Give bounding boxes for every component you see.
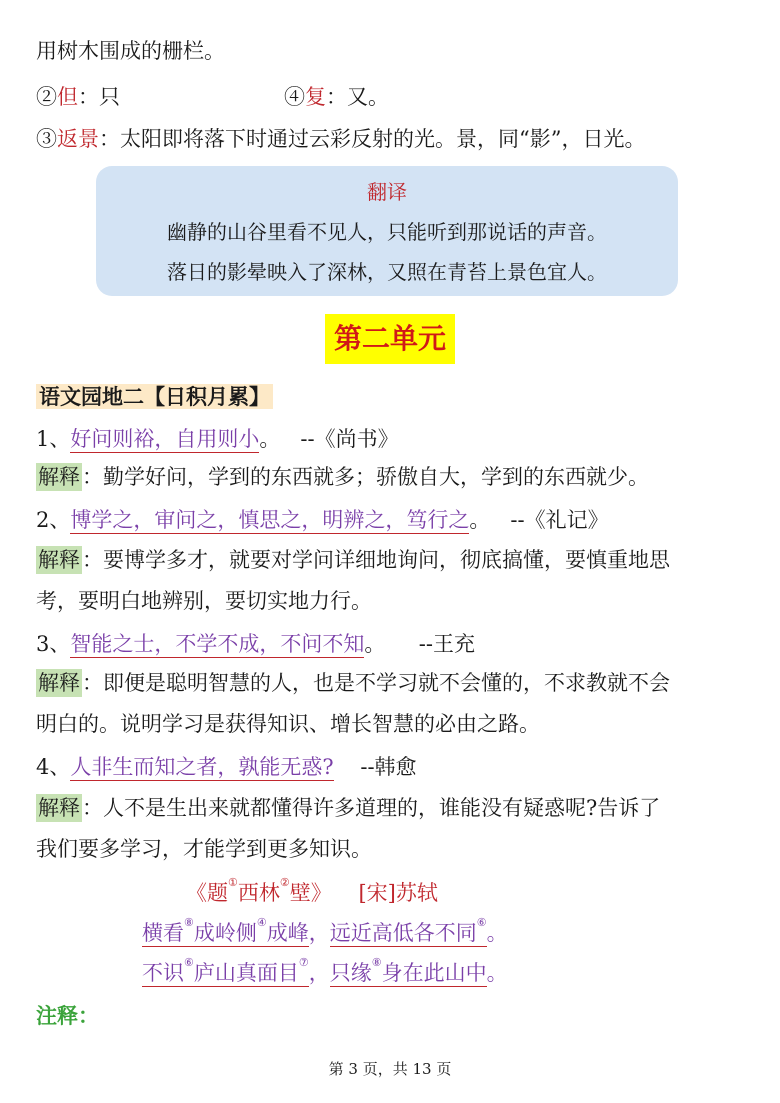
explanation-label: 解释 [38, 465, 80, 489]
item-number: 3、 [36, 632, 71, 656]
note-3-mark: ③ [36, 127, 57, 151]
note-2-term: 但 [57, 85, 78, 109]
poem-punct: 。 [486, 961, 508, 985]
item-end: 。 [259, 427, 281, 451]
unit-title: 第二单元 [325, 314, 455, 364]
continuation-text: 用树木围成的栅栏。 [36, 39, 225, 63]
item-source: --韩愈 [360, 755, 417, 779]
poem-line-2 [142, 958, 508, 988]
section-title-row [36, 382, 273, 412]
poem-title-open: 《题 [186, 881, 228, 905]
item-2-explanation-cont: 考，要明白地辨别，要切实地力行。 [36, 589, 372, 613]
item-1-quote-line [36, 424, 399, 454]
item-3-explanation-cont: 明白的。说明学习是获得知识、增长智慧的必由之路。 [36, 712, 540, 736]
explanation-text: ：人不是生出来就都懂得许多道理的，谁能没有疑惑呢?告诉了 [82, 796, 661, 820]
explanation-label: 解释 [38, 796, 80, 820]
note-3-term: 返景 [57, 127, 99, 151]
item-1-explanation [36, 462, 649, 492]
explanation-text: ：勤学好问，学到的东西就多；骄傲自大，学到的东西就少。 [82, 465, 649, 489]
note-ref: ② [279, 876, 290, 889]
poem-text: 只缘 [329, 961, 372, 985]
poem-text: 横看 [142, 921, 184, 945]
poem-text: 不识 [142, 961, 184, 985]
poem-text: 庐山真面目 [193, 961, 299, 985]
explanation-text: ：即便是聪明智慧的人，也是不学习就不会懂的，不求教就不会 [82, 671, 670, 695]
translation-line-1: 幽静的山谷里看不见人，只能听到那说话的声音。 [167, 220, 607, 244]
section-title: 语文园地二【日积月累】 [36, 384, 273, 409]
item-source: --《尚书》 [300, 427, 399, 451]
item-4-explanation-cont: 我们要多学习，才能学到更多知识。 [36, 837, 372, 861]
explanation-label: 解释 [38, 671, 80, 695]
poem-text: 身在此山中 [381, 961, 487, 985]
poem-line-1 [142, 918, 508, 948]
item-quote: 智能之士，不学不成，不问不知 [70, 632, 365, 656]
notes-label: 注释： [36, 1003, 99, 1028]
note-2-def: ：只 [78, 85, 120, 109]
item-2-quote-line [36, 505, 609, 535]
note-ref: ⑥ [476, 916, 487, 929]
item-source: --《礼记》 [510, 508, 609, 532]
note-4-def: ：又。 [326, 85, 389, 109]
page-footer: 第 3 页，共 13 页 [328, 1060, 452, 1078]
item-quote: 博学之，审问之，慎思之，明辨之，笃行之 [70, 508, 470, 532]
item-number: 2、 [36, 508, 71, 532]
note-4-term: 复 [305, 85, 326, 109]
item-quote: 好问则裕，自用则小 [70, 427, 260, 451]
poem-text: 远近高低各不同 [329, 921, 477, 945]
explanation-label: 解释 [38, 548, 80, 572]
item-2-explanation [36, 545, 670, 575]
item-end: 。 [364, 632, 386, 656]
translation-box [96, 166, 678, 296]
item-3-explanation [36, 668, 670, 698]
poem-author: [宋]苏轼 [358, 881, 438, 905]
item-4-explanation [36, 793, 660, 823]
note-4 [284, 82, 389, 112]
poem-punct: ， [308, 961, 330, 985]
note-2 [36, 82, 120, 112]
explanation-text: ：要博学多才，就要对学问详细地询问，彻底搞懂，要慎重地思 [82, 548, 670, 572]
item-4-quote-line [36, 752, 417, 782]
item-end: 。 [469, 508, 491, 532]
note-3 [36, 124, 645, 154]
note-ref: ⑥ [184, 956, 194, 969]
item-source: --王充 [418, 632, 475, 656]
poem-title-close: 壁》 [289, 881, 332, 905]
note-3-def: ：太阳即将落下时通过云彩反射的光。景，同“影”，日光。 [99, 127, 646, 151]
item-quote: 人非生而知之者，孰能无惑? [70, 755, 334, 779]
translation-line-2: 落日的影晕映入了深林，又照在青苔上景色宜人。 [167, 260, 607, 284]
poem-title [186, 878, 438, 908]
poem-text: 成岭侧 [193, 921, 257, 945]
note-2-mark: ② [36, 85, 57, 109]
note-4-mark: ④ [284, 85, 305, 109]
poem-punct: 。 [486, 921, 508, 945]
note-ref: ⑧ [184, 916, 194, 929]
poem-text: 成峰 [266, 921, 309, 945]
poem-title-word: 西林 [237, 881, 280, 905]
poem-punct: ， [308, 921, 330, 945]
note-ref: ④ [256, 916, 267, 929]
item-number: 4、 [36, 755, 71, 779]
note-ref: ⑦ [298, 956, 309, 969]
item-number: 1、 [36, 427, 71, 451]
translation-title: 翻译 [367, 180, 407, 204]
item-3-quote-line [36, 629, 475, 659]
note-ref: ① [228, 876, 238, 889]
note-ref: ⑧ [371, 956, 382, 969]
